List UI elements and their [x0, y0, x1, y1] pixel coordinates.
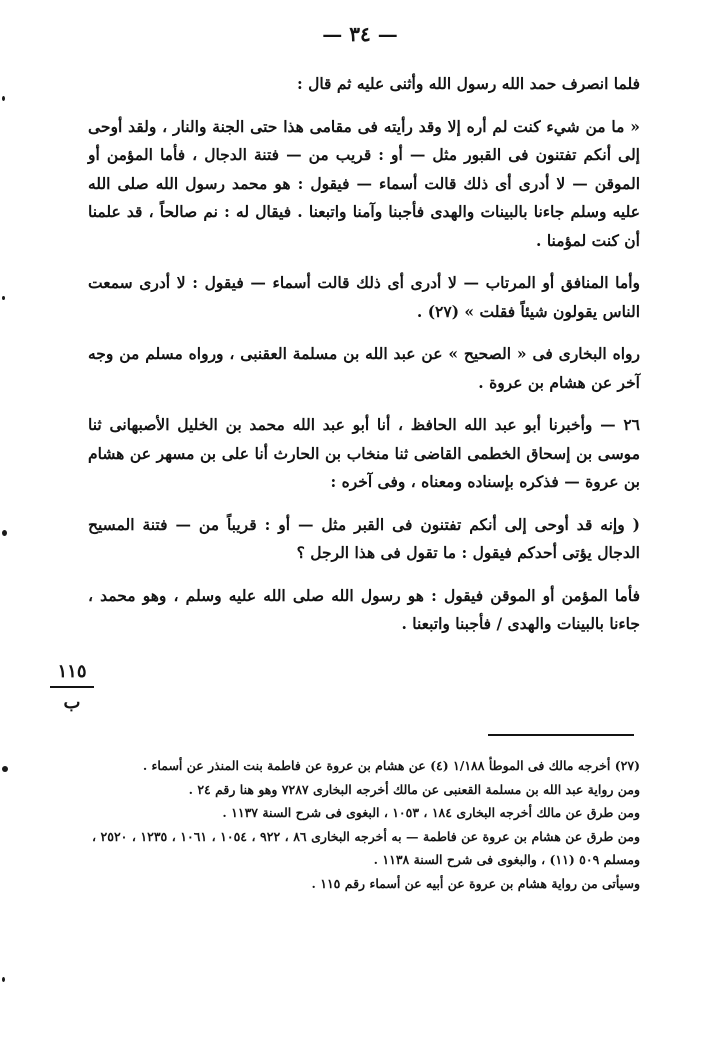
paragraph-narration-source: رواه البخارى فى « الصحيح » عن عبد الله بن مسلمة العقنبى ، ورواه مسلم من وجه آخر عن هشام بن عروة . — [88, 344, 640, 392]
main-text — [88, 70, 640, 653]
paragraph-intro: فلما انصرف حمد الله رسول الله وأثنى عليه ثم قال : — [296, 74, 640, 93]
paragraph-hadith-quote: « ما من شيء كنت لم أره إلا وقد رأيته فى مقامى هذا حتى الجنة والنار ، ولقد أوحى إلى أنكم تفتنون فى القبور مثل — أو : قريب من — فتنة الدجال ، فأما المؤمن أو الموقن — لا أدرى أى ذلك قالت أسماء — فيقول : هو محمد رسول الله صلى الله عليه وسلم جاءنا بالبينات والهدى فأجبنا وآمنا واتبعنا . فيقال له : نم صالحاً ، قد علمنا أن كنت لمؤمنا . — [88, 116, 640, 250]
footnote-separator — [488, 734, 634, 736]
paragraph-believer: فأما المؤمن أو الموقن فيقول : هو رسول الله صلى الله عليه وسلم ، وهو محمد ، جاءنا بالبينات والهدى / فأجبنا واتبعنا . — [88, 585, 640, 633]
folio-side: ب — [63, 692, 81, 713]
paragraph-revelation: ( وإنه قد أوحى إلى أنكم تفتنون فى القبر مثل — أو : قريباً من — فتنة المسيح الدجال يؤتى أحدكم فيقول : ما تقول فى هذا الرجل ؟ — [88, 514, 640, 562]
scan-speck — [2, 766, 8, 772]
paragraph-hadith-26: ٢٦ — وأخبرنا أبو عبد الله الحافظ ، أنا أبو عبد الله محمد بن الخليل الأصبهانى ثنا موسى بن إسحاق الخطمى القاضى ثنا منخاب بن الحارث أنا على بن مسهر عن هشام بن عروة — فذكره بإسناده ومعناه ، وفى آخره : — [88, 415, 640, 491]
footnote-27: (٢٧) أخرجه مالك فى الموطأ ١/١٨٨ (٤) عن هشام بن عروة عن فاطمة بنت المنذر عن أسماء . — [142, 758, 640, 773]
folio-divider — [50, 686, 94, 688]
paragraph-hypocrite: وأما المنافق أو المرتاب — لا أدرى أى ذلك قالت أسماء — فيقول : لا أدرى سمعت الناس يقولون شيئاً فقلت » (٢٧) . — [88, 273, 640, 321]
page-number: — ٣٤ — — [322, 22, 398, 46]
footnote-line: ومن طرق عن مالك أخرجه البخارى ١٨٤ ، ١٠٥٣ ، البغوى فى شرح السنة ١١٣٧ . — [222, 805, 640, 820]
scan-speck — [2, 977, 5, 982]
footnote-line: وسيأتى من رواية هشام بن عروة عن أبيه عن أسماء رقم ١١٥ . — [311, 875, 640, 891]
footnotes — [92, 754, 640, 895]
footnote-line: ومن رواية عبد الله بن مسلمة القعنبى عن مالك أخرجه البخارى ٧٢٨٧ وهو هنا رقم ٢٤ . — [188, 781, 640, 797]
footnote-line: ومن طرق عن هشام بن عروة عن فاطمة — به أخرجه البخارى ٨٦ ، ٩٢٢ ، ١٠٥٤ ، ١٠٦١ ، ١٢٣٥ ، ٢٥٢٠ ، ومسلم ٥٠٩ (١١) ، والبغوى فى شرح السنة ١١٣٨ . — [92, 828, 641, 867]
scan-speck — [2, 530, 7, 536]
manuscript-folio-marker — [48, 660, 96, 714]
folio-number: ١١٥ — [57, 661, 87, 682]
scan-speck — [2, 296, 5, 300]
scan-speck — [2, 96, 5, 101]
